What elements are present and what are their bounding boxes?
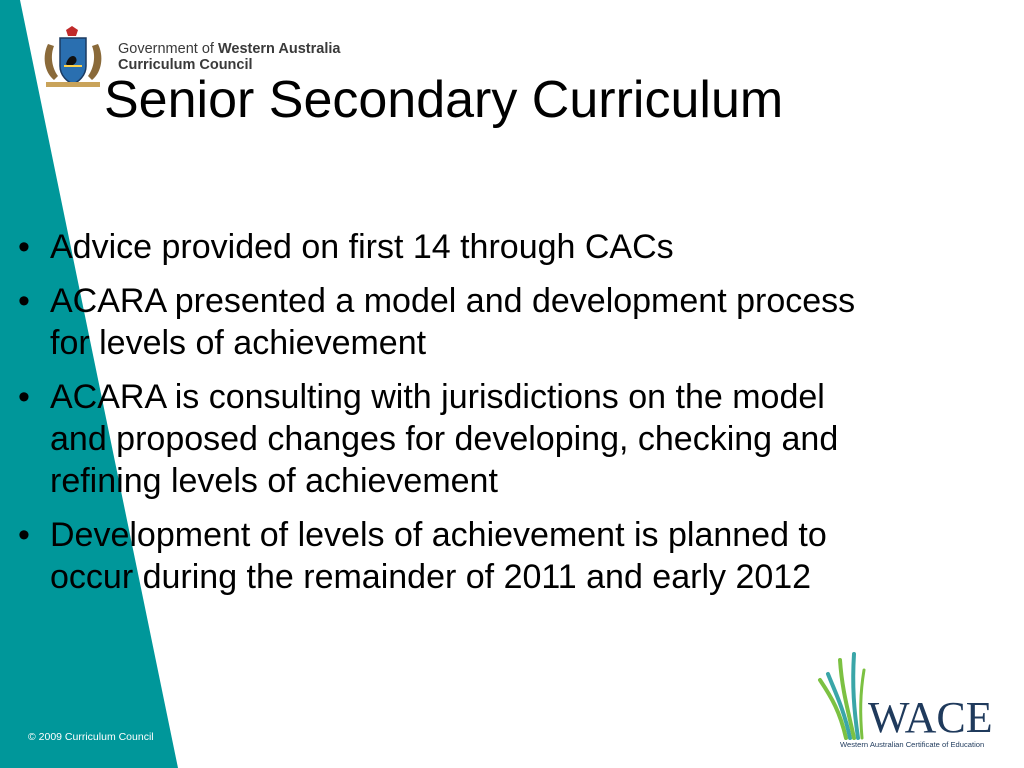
wace-logo	[810, 650, 1010, 755]
gov-line2: Curriculum Council	[118, 57, 253, 73]
wace-wordmark: WACE	[868, 693, 993, 742]
slide-title: Senior Secondary Curriculum	[104, 71, 784, 129]
government-wordmark	[118, 41, 340, 73]
bullet-glyph: •	[18, 378, 30, 416]
bullet-glyph: •	[18, 228, 30, 266]
bullet-list	[18, 226, 878, 610]
wace-subtitle: Western Australian Certificate of Education	[840, 740, 985, 749]
bullet-text: ACARA presented a model and development process for levels of achievement	[50, 282, 856, 362]
gov-line1-bold: Western Australia	[217, 41, 341, 57]
copyright-footer: © 2009 Curriculum Council	[28, 731, 154, 743]
bullet-item	[18, 376, 878, 502]
bullet-item	[18, 280, 878, 364]
wace-grass-icon	[820, 654, 864, 738]
bullet-glyph: •	[18, 516, 30, 554]
bullet-text: Development of levels of achievement is planned to occur during the remainder of 2011 and early 2012	[50, 516, 827, 596]
bullet-item	[18, 514, 878, 598]
bullet-item	[18, 226, 878, 268]
bullet-text: ACARA is consulting with jurisdictions on the model and proposed changes for developing, checking and refining levels of achievement	[50, 378, 839, 500]
gov-line1-plain: Government of	[118, 41, 214, 57]
bullet-glyph: •	[18, 282, 30, 320]
bullet-text: Advice provided on first 14 through CACs	[50, 228, 674, 266]
coat-of-arms-icon	[38, 26, 108, 88]
